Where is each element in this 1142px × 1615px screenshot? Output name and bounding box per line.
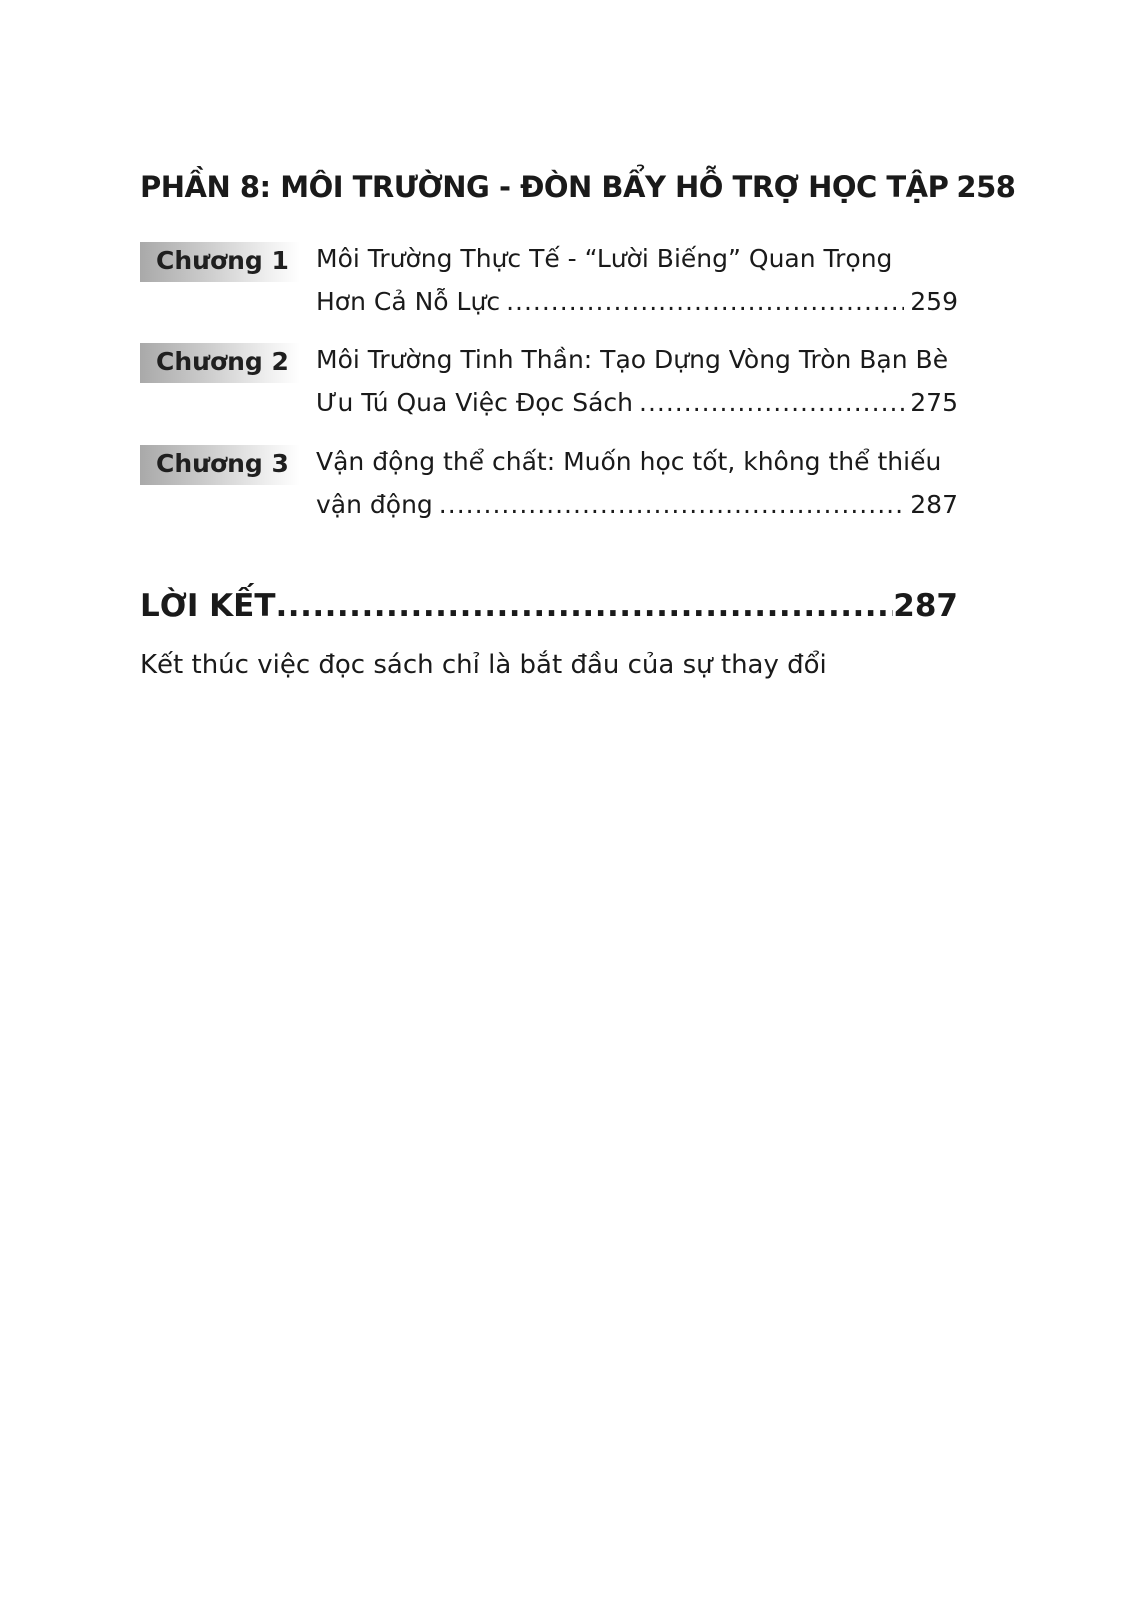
chapter-title-line-1: Môi Trường Tinh Thần: Tạo Dựng Vòng Tròn Bạn Bè [316, 345, 949, 374]
toc-entry-chapter-2[interactable] [140, 343, 958, 443]
chapter-page-number: 275 [910, 388, 958, 417]
chapter-title-line-2 [316, 388, 958, 417]
epilogue-heading[interactable] [140, 588, 958, 624]
epilogue-page-number: 287 [893, 588, 958, 624]
part-page-number: 258 [956, 170, 1016, 204]
chapter-label: Chương 1 [156, 246, 289, 275]
dot-leader [439, 490, 904, 519]
chapter-title-line-2-text: Ưu Tú Qua Việc Đọc Sách [316, 388, 634, 417]
chapter-title-line-1: Vận động thể chất: Muốn học tốt, không thể thiếu [316, 447, 942, 476]
toc-entry-chapter-3[interactable] [140, 445, 958, 545]
dot-leader [506, 287, 904, 316]
chapter-title-line-2 [316, 490, 958, 519]
toc-entry-chapter-1[interactable] [140, 242, 958, 342]
chapter-page-number: 287 [910, 490, 958, 519]
chapter-page-number: 259 [910, 287, 958, 316]
dot-leader [276, 588, 894, 624]
part-heading[interactable] [140, 170, 1016, 204]
chapter-title-line-2-text: Hơn Cả Nỗ Lực [316, 287, 501, 316]
epilogue-title: LỜI KẾT [140, 588, 276, 624]
chapter-label: Chương 3 [156, 449, 289, 478]
chapter-label: Chương 2 [156, 347, 289, 376]
chapter-title-line-1: Môi Trường Thực Tế - “Lười Biếng” Quan Trọng [316, 244, 893, 273]
epilogue-subtitle: Kết thúc việc đọc sách chỉ là bắt đầu của sự thay đổi [140, 650, 827, 680]
chapter-title-line-2-text: vận động [316, 490, 433, 519]
chapter-title-line-2 [316, 287, 958, 316]
dot-leader [639, 388, 904, 417]
part-title: PHẦN 8: MÔI TRƯỜNG - ĐÒN BẨY HỖ TRỢ HỌC TẬP [140, 170, 949, 204]
